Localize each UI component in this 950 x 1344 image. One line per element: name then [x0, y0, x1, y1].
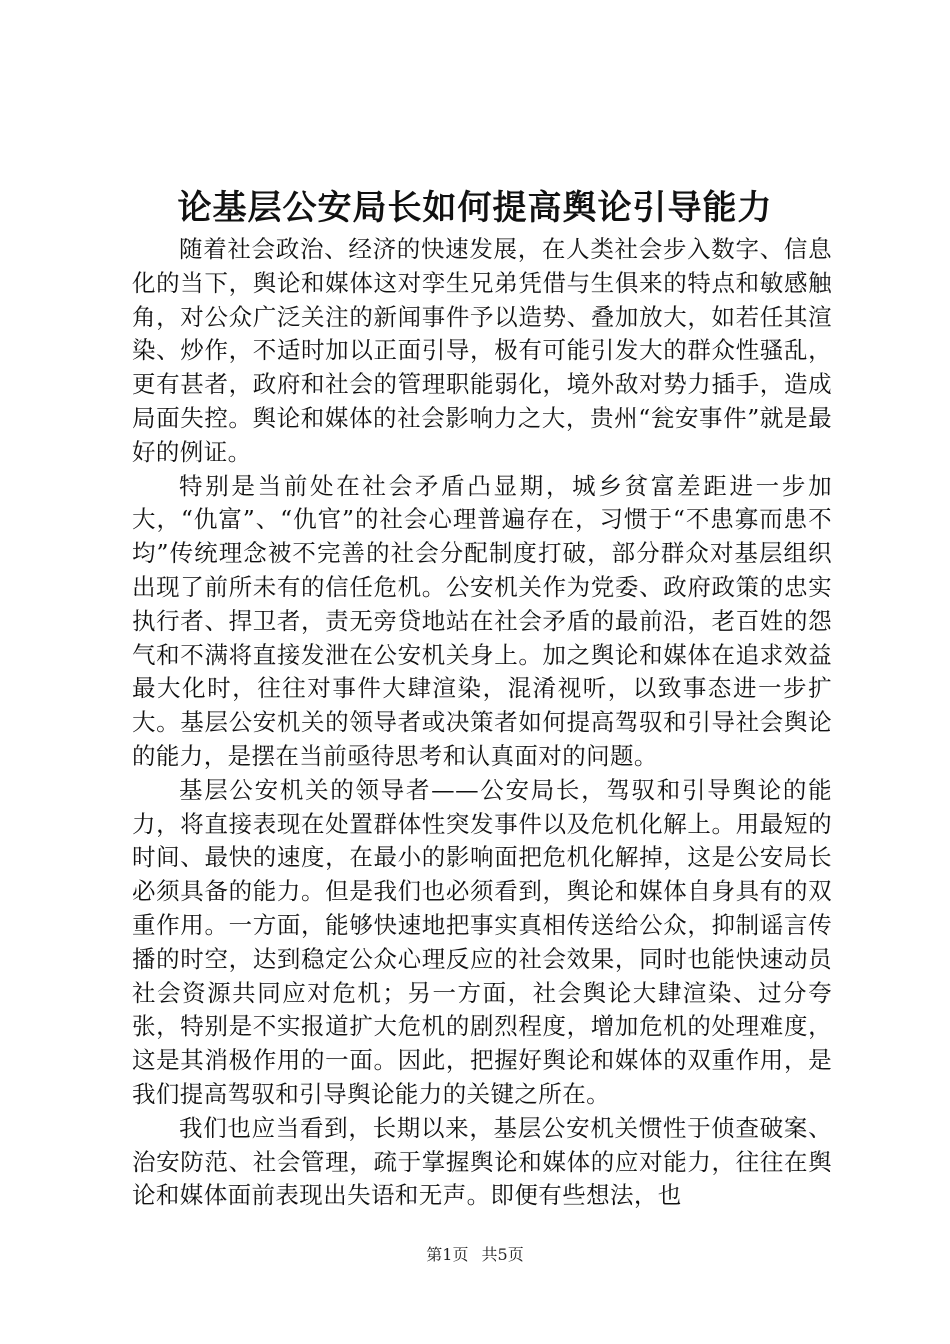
paragraph: 特别是当前处在社会矛盾凸显期，城乡贫富差距进一步加大，“仇富”、“仇官”的社会心理普遍存在，习惯于“不患寡而患不均”传统理念被不完善的社会分配制度打破，部分群众对基层组织出现了前所未有的信任危机。公安机关作为党委、政府政策的忠实执行者、捍卫者，责无旁贷地站在社会矛盾的最前沿，老百姓的怨气和不满将直接发泄在公安机关身上。加之舆论和媒体在追求效益最大化时，往往对事件大肆渲染，混淆视听，以致事态进一步扩大。基层公安机关的领导者或决策者如何提高驾驭和引导社会舆论的能力，是摆在当前亟待思考和认真面对的问题。: [132, 471, 832, 770]
page-number: 第1页: [426, 1245, 469, 1264]
page-footer: [0, 1243, 950, 1267]
paragraph: 基层公安机关的领导者——公安局长，驾驭和引导舆论的能力，将直接表现在处置群体性突发事件以及危机化解上。用最短的时间、最快的速度，在最小的影响面把危机化解掉，这是公安局长必须具备的能力。但是我们也必须看到，舆论和媒体自身具有的双重作用。一方面，能够快速地把事实真相传送给公众，抑制谣言传播的时空，达到稳定公众心理反应的社会效果，同时也能快速动员社会资源共同应对危机；另一方面，社会舆论大肆渲染、过分夸张，特别是不实报道扩大危机的剧烈程度，增加危机的处理难度，这是其消极作用的一面。因此，把握好舆论和媒体的双重作用，是我们提高驾驭和引导舆论能力的关键之所在。: [132, 775, 832, 1108]
document-title: 论基层公安局长如何提高舆论引导能力: [177, 188, 773, 228]
document-body: [132, 233, 832, 1213]
paragraph: 我们也应当看到，长期以来，基层公安机关惯性于侦查破案、治安防范、社会管理，疏于掌握舆论和媒体的应对能力，往往在舆论和媒体面前表现出失语和无声。即便有些想法，也: [132, 1113, 832, 1210]
page-total: 共5页: [481, 1245, 524, 1264]
paragraph: 随着社会政治、经济的快速发展，在人类社会步入数字、信息化的当下，舆论和媒体这对孪生兄弟凭借与生俱来的特点和敏感触角，对公众广泛关注的新闻事件予以造势、叠加放大，如若任其渲染、炒作，不适时加以正面引导，极有可能引发大的群众性骚乱，更有甚者，政府和社会的管理职能弱化，境外敌对势力插手，造成局面失控。舆论和媒体的社会影响力之大，贵州“瓮安事件”就是最好的例证。: [132, 235, 832, 466]
